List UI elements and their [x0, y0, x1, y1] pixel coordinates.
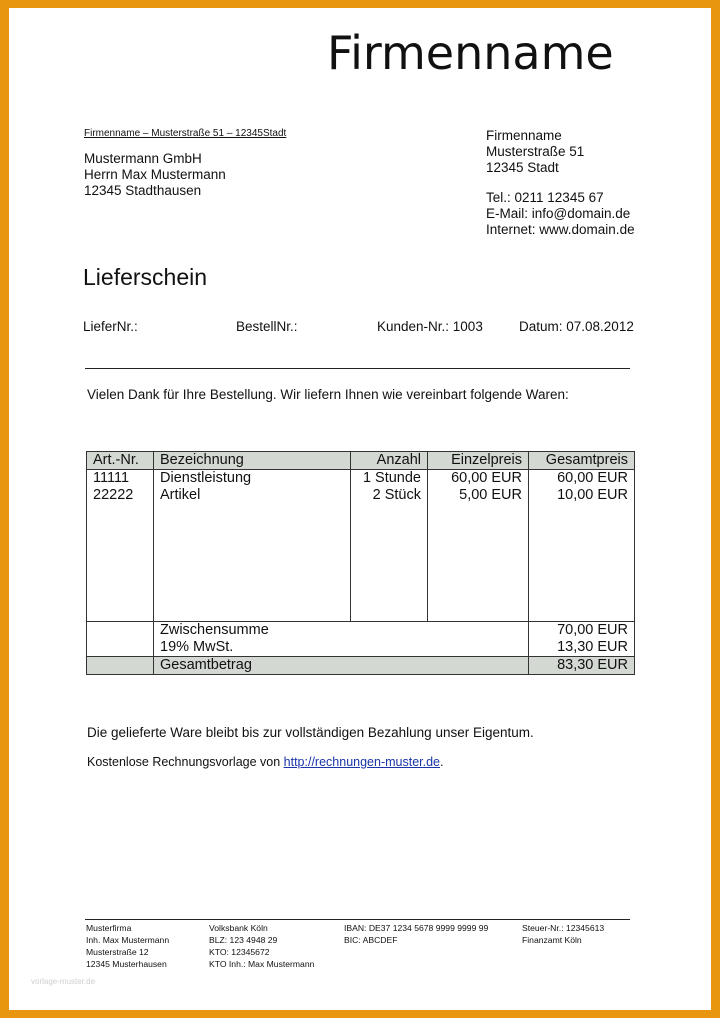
column-header-quantity: Anzahl — [351, 452, 428, 470]
document-title: Lieferschein — [83, 264, 208, 290]
summary-values — [529, 622, 635, 657]
sender-name: Firmenname — [486, 128, 562, 143]
quantity-cell — [351, 470, 428, 622]
sender-city: 12345 Stadt — [486, 160, 559, 175]
table-cell: 60,00 EUR — [557, 470, 628, 486]
order-number-label: BestellNr.: — [236, 319, 298, 334]
recipient-line: Mustermann GmbH — [84, 151, 202, 166]
footer-tax — [522, 922, 604, 946]
footer-line: IBAN: DE37 1234 5678 9999 9999 99 — [344, 923, 489, 933]
description-cell — [154, 470, 351, 622]
subtotal-value: 70,00 EUR — [557, 622, 628, 638]
table-cell: Artikel — [160, 487, 201, 503]
table-cell: 2 Stück — [372, 487, 421, 503]
article-number-cell — [87, 470, 154, 622]
total-row — [87, 657, 635, 675]
return-address-line: Firmenname – Musterstraße 51 – 12345Stadt — [84, 128, 287, 139]
table-body — [87, 470, 635, 622]
table-header-row — [87, 452, 635, 470]
summary-row — [87, 622, 635, 657]
template-credit-suffix: . — [440, 755, 444, 769]
template-link[interactable]: http://rechnungen-muster.de — [283, 755, 441, 769]
column-header-unit-price: Einzelpreis — [428, 452, 529, 470]
footer-divider — [85, 919, 630, 920]
table-cell: 1 Stunde — [362, 470, 421, 486]
footer-line: KTO: 12345672 — [209, 947, 270, 957]
footer-line: BLZ: 123 4948 29 — [209, 935, 278, 945]
footer-line: Volksbank Köln — [209, 923, 268, 933]
footer-line: KTO Inh.: Max Mustermann — [209, 959, 315, 969]
divider-line — [85, 368, 630, 369]
unit-price-cell — [428, 470, 529, 622]
column-header-total-price: Gesamtpreis — [529, 452, 635, 470]
sender-street: Musterstraße 51 — [486, 144, 585, 159]
total-price-cell — [529, 470, 635, 622]
template-credit — [87, 755, 444, 769]
column-header-article-number: Art.-Nr. — [87, 452, 154, 470]
footer-line: Finanzamt Köln — [522, 935, 582, 945]
table-cell: 11111 — [93, 470, 130, 486]
customer-number: Kunden-Nr.: 1003 — [377, 319, 483, 334]
table-cell: 10,00 EUR — [557, 487, 628, 503]
subtotal-label: Zwischensumme — [160, 622, 269, 638]
total-value: 83,30 EUR — [529, 657, 635, 675]
document-page — [9, 8, 711, 1010]
sender-block — [486, 128, 635, 238]
intro-text: Vielen Dank für Ihre Bestellung. Wir liefern Ihnen wie vereinbart folgende Waren: — [87, 387, 569, 402]
sender-phone: Tel.: 0211 12345 67 — [486, 190, 604, 205]
footer-line: Steuer-Nr.: 12345613 — [522, 923, 605, 933]
template-credit-text: Kostenlose Rechnungsvorlage von — [87, 755, 284, 769]
footer-bank — [209, 922, 314, 970]
recipient-line: Herrn Max Mustermann — [84, 167, 226, 182]
sender-email: E-Mail: info@domain.de — [486, 206, 631, 221]
footer-line: BIC: ABCDEF — [344, 935, 398, 945]
vat-label: 19% MwSt. — [160, 639, 234, 655]
watermark-text: vorlage-muster.de — [31, 977, 96, 986]
footer-line: 12345 Musterhausen — [86, 959, 167, 969]
table-cell: 22222 — [93, 487, 134, 503]
recipient-line: 12345 Stadthausen — [84, 183, 202, 198]
table-cell: Dienstleistung — [160, 470, 252, 486]
summary-labels — [154, 622, 529, 657]
recipient-address — [84, 151, 226, 199]
vat-value: 13,30 EUR — [557, 639, 628, 655]
document-date: Datum: 07.08.2012 — [519, 319, 634, 334]
footer-company — [86, 922, 169, 970]
ownership-note: Die gelieferte Ware bleibt bis zur vollständigen Bezahlung unser Eigentum. — [87, 725, 534, 740]
delivery-number-label: LieferNr.: — [83, 319, 138, 334]
table-cell: 60,00 EUR — [451, 470, 522, 486]
sender-internet: Internet: www.domain.de — [486, 222, 635, 237]
column-header-description: Bezeichnung — [154, 452, 351, 470]
company-name-heading: Firmenname — [327, 26, 614, 80]
items-table — [86, 451, 635, 675]
total-label: Gesamtbetrag — [154, 657, 529, 675]
table-cell: 5,00 EUR — [459, 487, 522, 503]
footer-line: Inh. Max Mustermann — [86, 935, 170, 945]
footer-line: Musterfirma — [86, 923, 132, 933]
footer-line: Musterstraße 12 — [86, 947, 149, 957]
footer-iban — [344, 922, 488, 946]
